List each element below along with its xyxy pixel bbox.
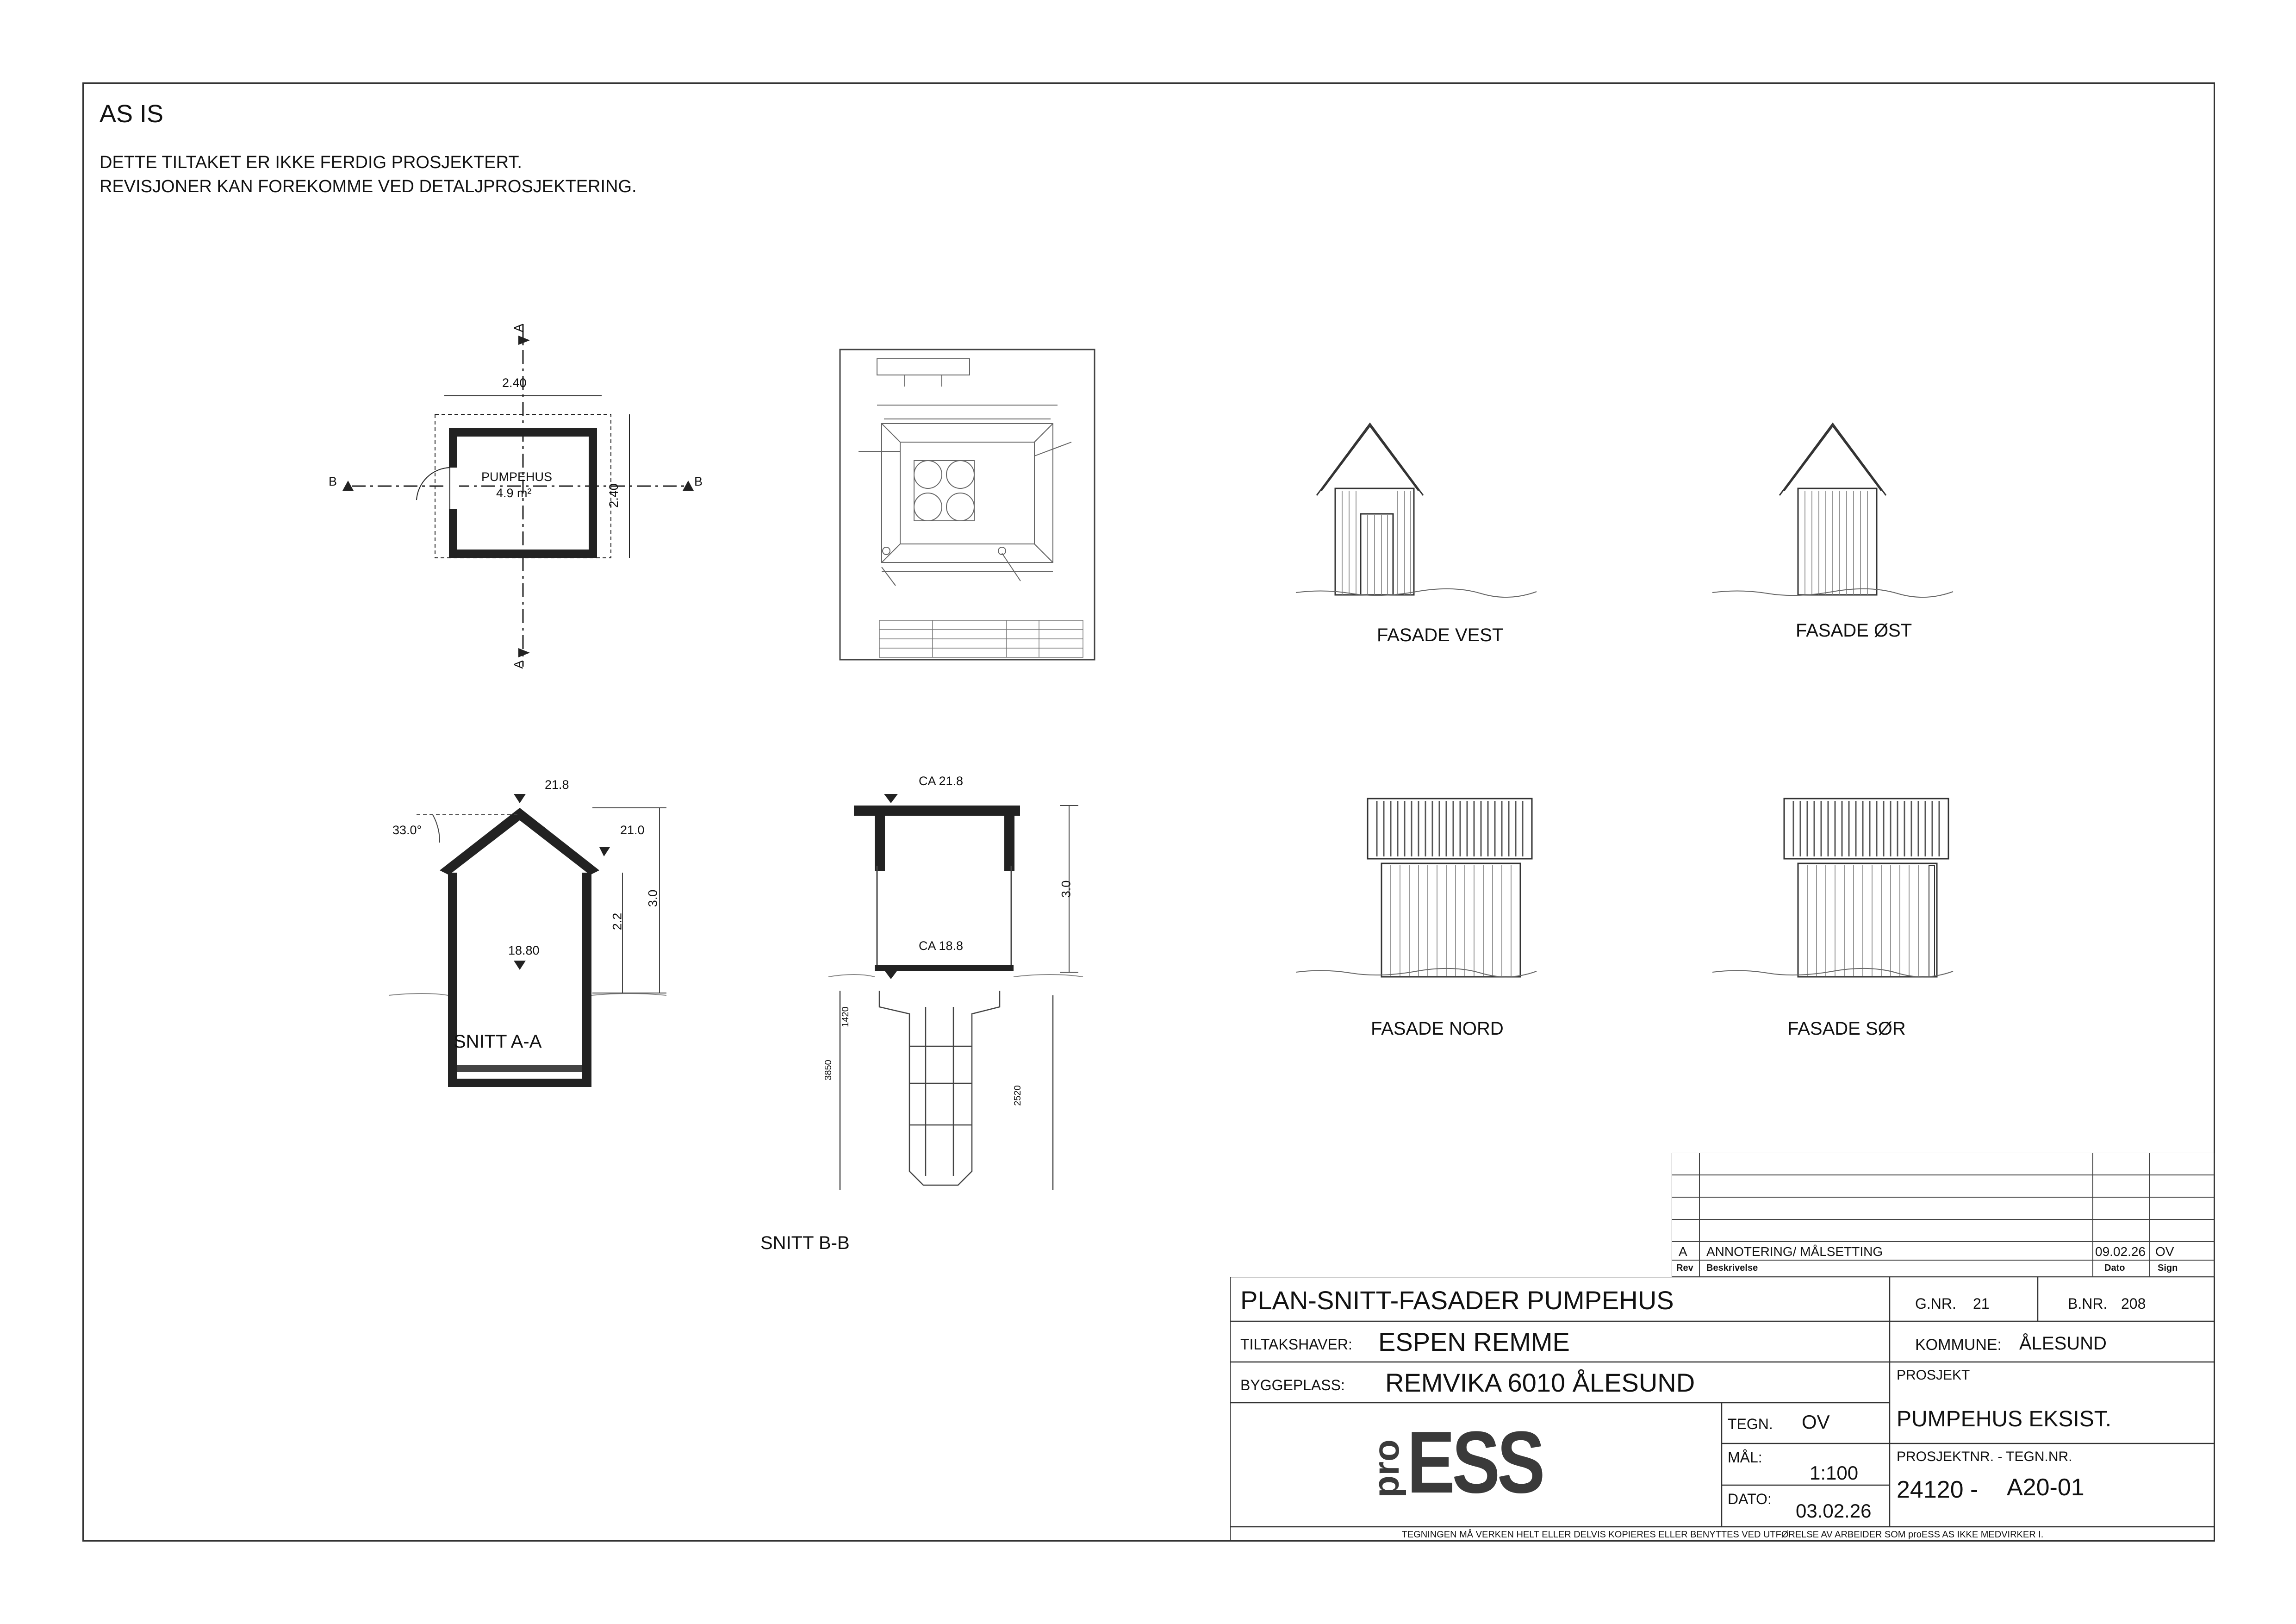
plan-width-dimension: 2.40 (502, 376, 527, 390)
logo-ess: ESS (1407, 1413, 1543, 1512)
section-a-marker-top: A (511, 324, 526, 332)
bb-floor-level: CA 18.8 (919, 939, 964, 953)
status-title: AS IS (100, 100, 164, 128)
pump-station-detail-sheet (840, 350, 1095, 664)
bb-lower-dim: 2520 (1012, 1085, 1023, 1106)
room-area: 4.9 m² (496, 486, 532, 500)
section-a-marker-bottom: A (511, 660, 526, 669)
section-bb-drawing (801, 773, 1115, 1208)
aa-wall-height: 2.2 (610, 912, 624, 931)
revision-row-date: 09.02.26 (2095, 1244, 2146, 1259)
kommune-label: KOMMUNE: (1915, 1336, 2002, 1354)
disclaimer-line-2: REVISJONER KAN FOREKOMME VED DETALJPROSJEKTERING. (100, 177, 637, 196)
revision-head-date: Dato (2104, 1263, 2125, 1273)
owner-label: TILTAKSHAVER: (1240, 1336, 1352, 1353)
facade-south-drawing (1712, 787, 1953, 981)
aa-floor-level: 18.80 (508, 943, 540, 957)
projnr-label: PROSJEKTNR. - TEGN.NR. (1897, 1449, 2072, 1464)
project-value: PUMPEHUS EKSIST. (1897, 1407, 2112, 1431)
drawing-title: PLAN-SNITT-FASADER PUMPEHUS (1240, 1286, 1674, 1315)
facade-east-label: FASADE ØST (1796, 620, 1912, 641)
site-value: REMVIKA 6010 ÅLESUND (1385, 1368, 1695, 1397)
aa-ridge-level: 21.8 (545, 778, 569, 792)
facade-south-label: FASADE SØR (1787, 1018, 1906, 1039)
aa-eave-level: 21.0 (620, 823, 645, 837)
owner-value: ESPEN REMME (1378, 1327, 1570, 1356)
revision-row-desc: ANNOTERING/ MÅLSETTING (1706, 1244, 1883, 1259)
drawn-label: TEGN. (1728, 1416, 1773, 1432)
room-name: PUMPEHUS (481, 470, 553, 484)
aa-roof-angle: 33.0° (392, 823, 422, 837)
section-b-marker-right: B (694, 475, 703, 488)
bb-height: 3.0 (1059, 880, 1073, 898)
facade-west-drawing (1296, 407, 1537, 602)
disclaimer-note (100, 150, 637, 199)
scale-value: 1:100 (1810, 1462, 1859, 1484)
revision-head-sign: Sign (2158, 1263, 2178, 1273)
bnr-label: B.NR. (2068, 1295, 2108, 1312)
date-value: 03.02.26 (1796, 1500, 1872, 1522)
gnr-value: 21 (1973, 1295, 1990, 1312)
date-label: DATO: (1728, 1491, 1772, 1507)
disclaimer-line-1: DETTE TILTAKET ER IKKE FERDIG PROSJEKTERT. (100, 153, 522, 172)
revision-row-sign: OV (2155, 1244, 2174, 1259)
kommune-value: ÅLESUND (2019, 1333, 2107, 1354)
project-label: PROSJEKT (1897, 1368, 1970, 1383)
facade-east-drawing (1712, 407, 1953, 602)
revision-head-rev: Rev (1676, 1263, 1693, 1273)
aa-total-height: 3.0 (646, 889, 660, 907)
facade-west-label: FASADE VEST (1377, 625, 1504, 645)
facade-north-label: FASADE NORD (1371, 1018, 1504, 1039)
site-label: BYGGEPLASS: (1240, 1377, 1345, 1393)
gnr-label: G.NR. (1915, 1295, 1956, 1312)
logo-pro: pro (1366, 1439, 1406, 1498)
revision-table (1672, 1153, 2215, 1277)
drawing-number: A20-01 (2007, 1474, 2084, 1501)
bnr-value: 208 (2121, 1295, 2146, 1312)
section-aa-title: SNITT A-A (454, 1031, 542, 1052)
drawn-value: OV (1802, 1411, 1830, 1433)
section-bb-title: SNITT B-B (760, 1233, 850, 1253)
facade-north-drawing (1296, 787, 1537, 981)
revision-row-rev: A (1679, 1244, 1687, 1259)
revision-head-desc: Beskrivelse (1706, 1263, 1758, 1273)
projnr-value: 24120 - (1897, 1476, 1979, 1503)
company-logo (1365, 1413, 1578, 1512)
bb-upper-dim: 1420 (840, 1006, 851, 1027)
bb-pit-depth: 3850 (823, 1060, 834, 1081)
plan-depth-dimension: 2.40 (606, 483, 621, 508)
copyright-footer: TEGNINGEN MÅ VERKEN HELT ELLER DELVIS KOPIERES ELLER BENYTTES VED UTFØRELSE AV ARBEIDER SOM proESS AS IKKE MEDVIRKER I. (1401, 1530, 2044, 1540)
floor-plan (324, 315, 740, 676)
section-b-marker-left: B (329, 475, 337, 488)
bb-top-level: CA 21.8 (919, 774, 964, 788)
scale-label: MÅL: (1728, 1449, 1762, 1466)
